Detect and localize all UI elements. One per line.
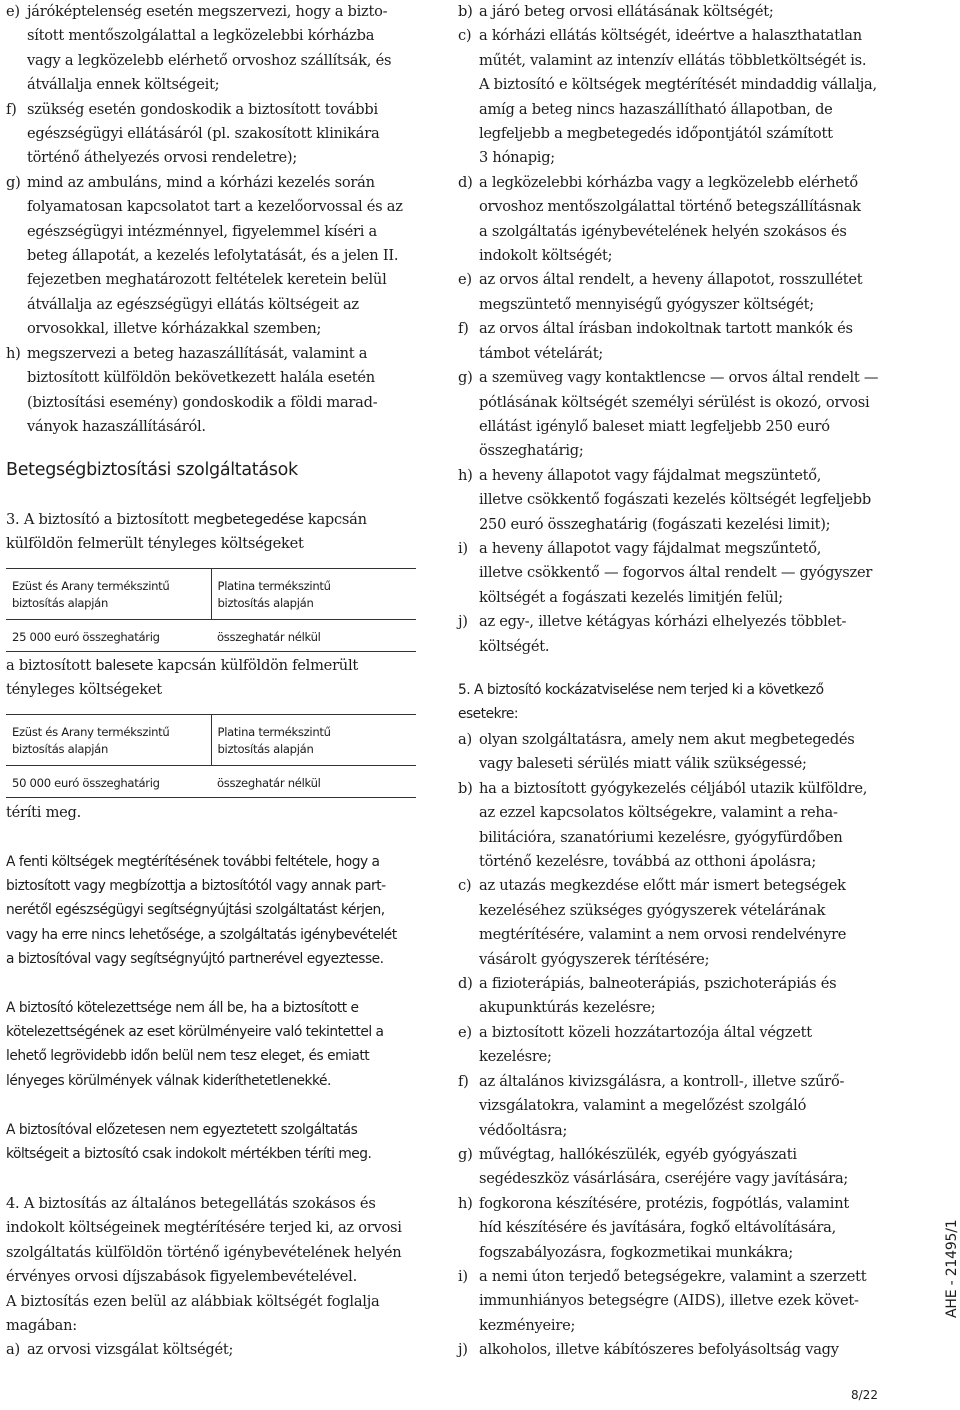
service-list-left: [6, 0, 430, 439]
list-item: f) az általános kivizsgálásra, a kontroll-, illetve szűrő- vizsgálatokra, valamint a megelőzést szolgáló védőoltásra;: [458, 1072, 845, 1139]
exclusion-list: [458, 728, 890, 1363]
list-item: g) művégtag, hallókészülék, egyéb gyógyászati segédeszköz vásárlására, cseréjére vagy javítására;: [458, 1145, 849, 1188]
list-item: f) szükség esetén gondoskodik a biztosított további egészségügyi ellátásáról (pl. szakosított klinikára történő áthelyezés orvosi rendeletre);: [6, 100, 380, 167]
list-item: a) olyan szolgáltatásra, amely nem akut megbetegedés vagy baleseti sérülés miatt válik szükségessé;: [458, 731, 855, 773]
pays-text: téríti meg.: [6, 804, 82, 821]
list-item: e) az orvos által rendelt, a heveny állapotot, rosszullétet megszüntető mennyiségű gyógyszer költségét;: [458, 271, 863, 313]
paragraph-4: 4. A biztosítás az általános betegellátás szokásos és indokolt költségeinek megtérítésére terjed ki, az orvosi szolgáltatás külföldön történő igénybevételének helyén érvényes orvosi díjszabások figyelembevételével. A biztosítás ezen belül az alábbiak költségét foglalja magában: a) az orvosi vizsgálat költségét;: [6, 1192, 402, 1363]
condition-paragraph-2: A biztosító kötelezettsége nem áll be, ha a biztosított e kötelezettségének az eset körülményeire való tekintettel a lehető legrövidebb időn belül nem tesz eleget, és emiatt lényeges körülmények válnak kideríthetetlenekké.: [6, 1000, 384, 1089]
list-item: e) a biztosított közeli hozzátartozója által végzett kezelésre;: [458, 1023, 812, 1066]
condition-paragraph-3: A biztosítóval előzetesen nem egyeztetett szolgáltatás költségeit a biztosító csak indokolt mértékben téríti meg.: [6, 1122, 372, 1163]
list-item: h) a heveny állapotot vagy fájdalmat megszüntető, illetve csökkentő fogászati kezelés költségét legfeljebb 250 euró összeghatárig (fogászati kezelési limit);: [458, 466, 871, 533]
list-item: i) a heveny állapotot vagy fájdalmat megszűntető, illetve csökkentő — fogorvos által rendelt — gyógyszer költségét a fogászati kezelés limitjén felül;: [458, 539, 873, 606]
list-item: c) a kórházi ellátás költségét, ideértve a halaszthatatlan műtét, valamint az intenzív ellátás többletköltségét is. A biztosító e költségek megtérítését mindaddig vállalja, amíg a beteg nincs hazaszállítható állapotban, de legfeljebb a megbetegedés időpontjától számított 3 hónapig;: [458, 27, 877, 167]
limit-table-accident: Ezüst és Arany termékszintű biztosítás alapján Platina termékszintű biztosítás alapján 50 000 euró összeghatárig összeghatár nélkül: [6, 714, 416, 798]
list-item: h) fogkorona készítésére, protézis, fogpótlás, valamint híd készítésére és javítására, fogkő eltávolítására, fogszabályozásra, fogkozmetikai munkákra;: [458, 1194, 849, 1261]
list-item: b) a járó beteg orvosi ellátásának költségét;: [458, 3, 774, 20]
section-heading: Betegségbiztosítási szolgáltatások: [6, 460, 298, 480]
paragraph-3: 3. A biztosító a biztosított megbetegedése kapcsán külföldön felmerült tényleges költségeket: [6, 511, 367, 553]
list-item: c) az utazás megkezdése előtt már ismert betegségek kezeléséhez szükséges gyógyszerek vételárának megtérítésére, valamint a nem orvosi rendelvényre vásárolt gyógyszerek térítésére;: [458, 877, 847, 968]
highlight-term: megbetegedése: [193, 512, 304, 528]
list-item: j) az egy-, illetve kétágyas kórházi elhelyezés többlet- költségét.: [458, 613, 847, 655]
condition-paragraph-1: A fenti költségek megtérítésének további feltétele, hogy a biztosított vagy megbízottja a biztosítótól vagy annak part- nerétől egészségügyi segítségnyújtási szolgáltatást kérjen, vagy ha erre nincs lehetősége, a szolgáltatás igénybevételét a biztosítóval vagy segítségnyújtó partnerével egyeztesse.: [6, 854, 397, 967]
list-item: i) a nemi úton terjedő betegségekre, valamint a szerzett immunhiányos betegségre (AIDS), illetve ezek követ- kezményeire;: [458, 1267, 867, 1334]
page-number: 8/22: [851, 1388, 878, 1402]
accident-paragraph: a biztosított balesete kapcsán külföldön felmerült tényleges költségeket: [6, 657, 358, 699]
service-list-right: [458, 0, 890, 659]
limit-table-illness: Ezüst és Arany termékszintű biztosítás alapján Platina termékszintű biztosítás alapján 25 000 euró összeghatárig összeghatár nélkül: [6, 568, 416, 652]
list-item: d) a legközelebbi kórházba vagy a legközelebb elérhető orvoshoz mentőszolgálattal történő betegszállításnak a szolgáltatás igénybevételének helyén szokásos és indokolt költségét;: [458, 173, 861, 265]
paragraph-5: 5. A biztosító kockázatviselése nem terjed ki a következő esetekre:: [458, 682, 824, 723]
list-item: h) megszervezi a beteg hazaszállítását, valamint a biztosított külföldön bekövetkezett halála esetén (biztosítási esemény) gondoskodik a földi marad- ványok hazaszállításáról.: [6, 344, 378, 435]
list-item: g) a szemüveg vagy kontaktlencse — orvos által rendelt — pótlásának költségét személyi sérülést is okozó, orvosi ellátást igénylő baleset miatt legfeljebb 250 euró összeghatárig;: [458, 369, 879, 460]
list-item: g) mind az ambuláns, mind a kórházi kezelés során folyamatosan kapcsolatot tart a kezelőorvossal és az egészségügyi intézménnyel, figyelemmel kíséri a beteg állapotát, a kezelés lefolytatását, és a jelen II. fejezetben meghatározott feltételek keretein belül átvállalja az egészségügyi ellátás költségeit az orvosokkal, illetve kórházakkal szemben;: [6, 173, 403, 338]
list-item: f) az orvos által írásban indokoltnak tartott mankók és támbot vételárát;: [458, 320, 853, 362]
list-item: b) ha a biztosított gyógykezelés céljából utazik külföldre, az ezzel kapcsolatos költségekre, valamint a reha- bilitációra, szanatóriumi kezelésre, gyógyfürdőben történő kezelésre, továbbá az otthoni ápolásra;: [458, 779, 868, 871]
list-item: a) az orvosi vizsgálat költségét;: [6, 1341, 234, 1359]
list-item: e) járóképtelenség esetén megszervezi, hogy a bizto- sított mentőszolgálattal a legközelebbi kórházba vagy a legközelebb elérhető orvoshoz szállítsák, és átvállalja ennek költségeit;: [6, 3, 392, 94]
list-item: j) alkoholos, illetve kábítószeres befolyásoltság vagy: [458, 1341, 839, 1359]
list-item: d) a fizioterápiás, balneoterápiás, pszichoterápiás és akupunktúrás kezelésre;: [458, 975, 837, 1017]
highlight-term: balesete: [95, 658, 154, 674]
document-code: AHE - 21495/1: [944, 1219, 960, 1318]
